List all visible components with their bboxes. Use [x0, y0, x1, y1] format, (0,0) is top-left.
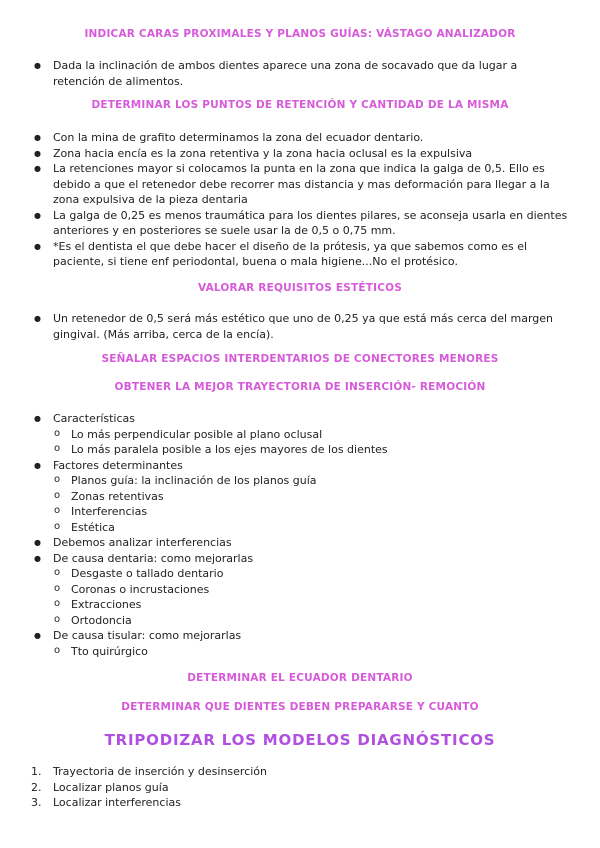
sub-list-item: o Zonas retentivas	[0, 489, 600, 505]
list-item-causa-tisular: ● De causa tisular: como mejorarlas	[0, 628, 600, 644]
numbered-list-item	[0, 764, 600, 780]
list-item-analizar: ● Debemos analizar interferencias	[0, 535, 600, 551]
heading-requisitos-esteticos: VALORAR REQUISITOS ESTÉTICOS	[197, 282, 403, 294]
heading-ecuador-dentario: DETERMINAR EL ECUADOR DENTARIO	[187, 672, 413, 684]
sub-list-item: o Coronas o incrustaciones	[0, 582, 600, 598]
item-number: 2.	[31, 780, 42, 794]
list-item: ● La galga de 0,25 es menos traumática para los dientes pilares, se aconseja usarla en dientes anteriores y en posteriores se suele usar la de 0,5 o 0,75 mm.	[0, 208, 600, 239]
heading-espacios-interdentarios: SEÑALAR ESPACIOS INTERDENTARIOS DE CONECTORES MENORES	[101, 353, 499, 365]
list-item: ● Dada la inclinación de ambos dientes aparece una zona de socavado que da lugar a retención de alimentos.	[0, 58, 600, 89]
sub-list-item: o Tto quirúrgico	[0, 644, 600, 660]
sub-list-item: o Lo más paralela posible a los ejes mayores de los dientes	[0, 442, 600, 458]
numbered-list-tripodizar	[0, 764, 600, 811]
list-requisitos-esteticos	[0, 311, 600, 342]
list-item-causa-dentaria: ● De causa dentaria: como mejorarlas	[0, 551, 600, 567]
item-text: Localizar interferencias	[53, 796, 181, 809]
item-number: 3.	[31, 796, 42, 809]
heading-trayectoria-insercion: OBTENER LA MEJOR TRAYECTORIA DE INSERCIÓN- REMOCIÓN	[114, 381, 486, 393]
heading-tripodizar-modelos: TRIPODIZAR LOS MODELOS DIAGNÓSTICOS	[104, 731, 496, 749]
sub-list-item: o Ortodoncia	[0, 613, 600, 629]
item-text: Trayectoria de inserción y desinserción	[53, 765, 268, 778]
item-number: 1.	[31, 765, 42, 778]
sub-list-item: o Interferencias	[0, 504, 600, 520]
list-item: ● Zona hacia encía es la zona retentiva y la zona hacia oclusal es la expulsiva	[0, 146, 600, 162]
sub-list-item: o Desgaste o tallado dentario	[0, 566, 600, 582]
list-puntos-retencion	[0, 130, 600, 270]
heading-puntos-retencion: DETERMINAR LOS PUNTOS DE RETENCIÓN Y CANTIDAD DE LA MISMA	[91, 99, 509, 111]
heading-dientes-preparar: DETERMINAR QUE DIENTES DEBEN PREPARARSE Y CUANTO	[121, 701, 479, 713]
numbered-list-item	[0, 780, 600, 796]
sub-list-item: o Extracciones	[0, 597, 600, 613]
numbered-list-item	[0, 795, 600, 811]
list-item: ● La retenciones mayor si colocamos la punta en la zona que indica la galga de 0,5. Ello es debido a que el retenedor debe recorrer mas distancia y mas deformación para llegar a la zona expulsiva de la pieza dentaria	[0, 161, 600, 208]
list-item-factores: ● Factores determinantes	[0, 458, 600, 474]
sub-list-item: o Lo más perpendicular posible al plano oclusal	[0, 427, 600, 443]
list-caras-proximales	[0, 58, 600, 89]
list-item-caracteristicas: ● Características	[0, 411, 600, 427]
heading-caras-proximales: INDICAR CARAS PROXIMALES Y PLANOS GUÍAS: VÁSTAGO ANALIZADOR	[84, 28, 516, 40]
sub-list-item: o Planos guía: la inclinación de los planos guía	[0, 473, 600, 489]
list-trayectoria-insercion	[0, 411, 600, 659]
sub-list-item: o Estética	[0, 520, 600, 536]
item-text: Localizar planos guía	[53, 780, 169, 794]
list-item: ● Con la mina de grafito determinamos la zona del ecuador dentario.	[0, 130, 600, 146]
list-item: ● *Es el dentista el que debe hacer el diseño de la prótesis, ya que sabemos como es el paciente, si tiene enf periodontal, buena o mala higiene...No el protésico.	[0, 239, 600, 270]
list-item: ● Un retenedor de 0,5 será más estético que uno de 0,25 ya que está más cerca del margen gingival. (Más arriba, cerca de la encía).	[0, 311, 600, 342]
